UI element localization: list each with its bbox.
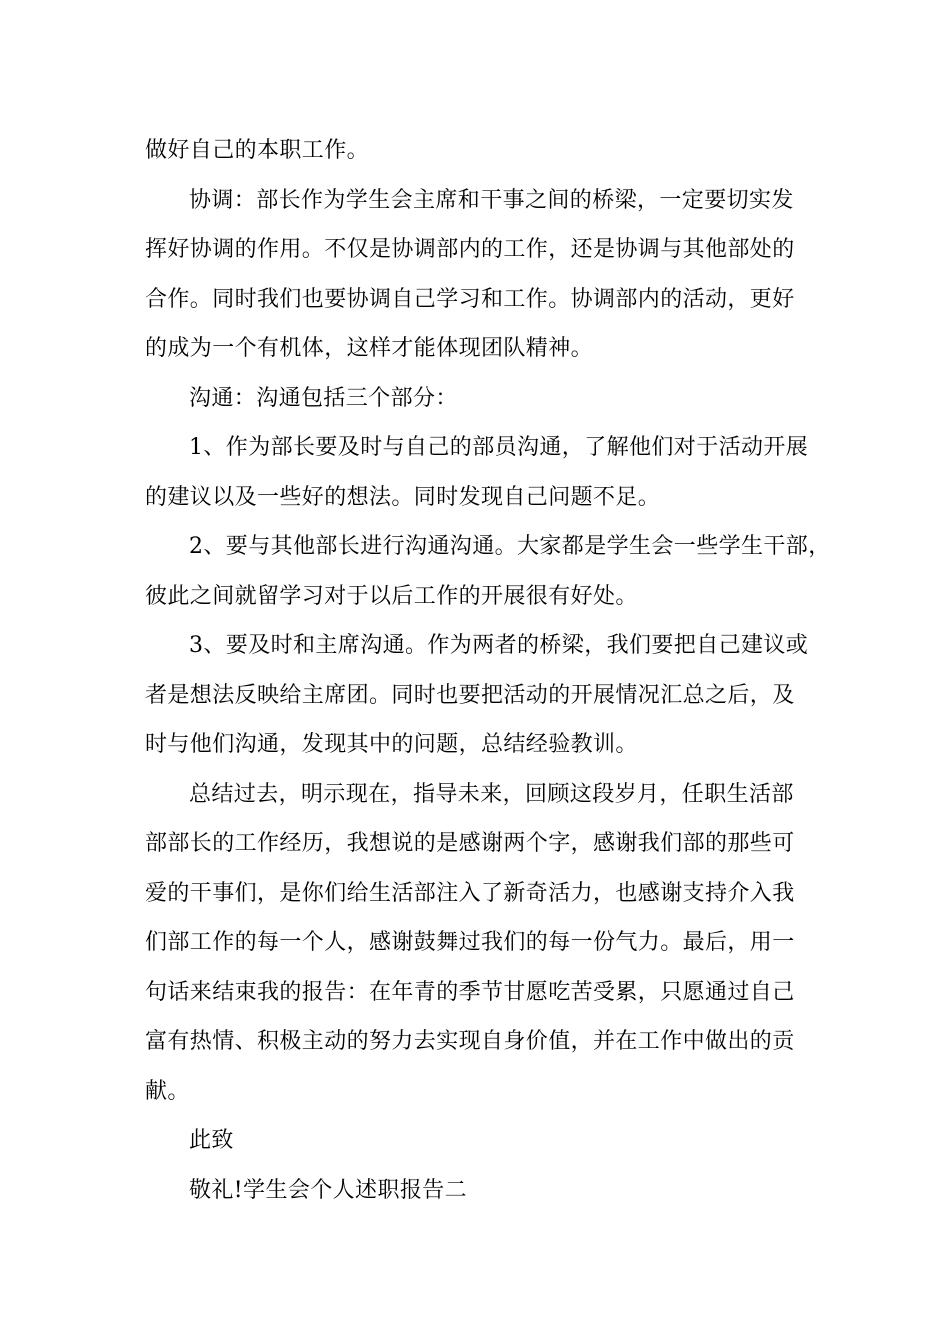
text-line: 沟通：沟通包括三个部分： [189,385,458,411]
text-line: 句话来结束我的报告：在年青的季节甘愿吃苦受累，只愿通过自己 [145,979,795,1005]
text-line: 富有热情、积极主动的努力去实现自身价值，并在工作中做出的贡 [145,1029,795,1054]
text-line: 者是想法反映给主席团。同时也要把活动的开展情况汇总之后，及 [145,682,795,708]
text-line: 献。 [145,1078,190,1104]
text-line: 时与他们沟通，发现其中的问题，总结经验教训。 [145,732,638,757]
text-line: 爱的干事们，是你们给生活部注入了新奇活力，也感谢支持介入我 [145,880,795,906]
text-line: 的成为一个有机体，这样才能体现团队精神。 [145,336,594,361]
text-line: 协调：部长作为学生会主席和干事之间的桥梁，一定要切实发 [189,187,794,213]
text-line: 敬礼!学生会个人述职报告二 [189,1177,468,1203]
text-line: 此致 [189,1128,234,1153]
text-line: 部部长的工作经历，我想说的是感谢两个字，感谢我们部的那些可 [145,831,795,856]
text-line: 1、作为部长要及时与自己的部员沟通，了解他们对于活动开展 [189,435,809,460]
text-line: 总结过去，明示现在，指导未来，回顾这段岁月，任职生活部 [189,781,794,807]
text-line: 做好自己的本职工作。 [145,138,370,163]
text-line: 2、要与其他部长进行沟通沟通。大家都是学生会一些学生干部， [189,534,831,559]
text-line: 3、要及时和主席沟通。作为两者的桥梁，我们要把自己建议或 [189,633,809,658]
text-line: 的建议以及一些好的想法。同时发现自己问题不足。 [145,484,661,510]
text-line: 彼此之间就留学习对于以后工作的开展很有好处。 [145,583,638,609]
text-line: 合作。同时我们也要协调自己学习和工作。协调部内的活动，更好 [145,286,795,312]
text-line: 们部工作的每一个人，感谢鼓舞过我们的每一份气力。最后，用一 [145,930,795,955]
text-line: 挥好协调的作用。不仅是协调部内的工作，还是协调与其他部处的 [145,237,795,262]
document-body [145,126,831,1215]
